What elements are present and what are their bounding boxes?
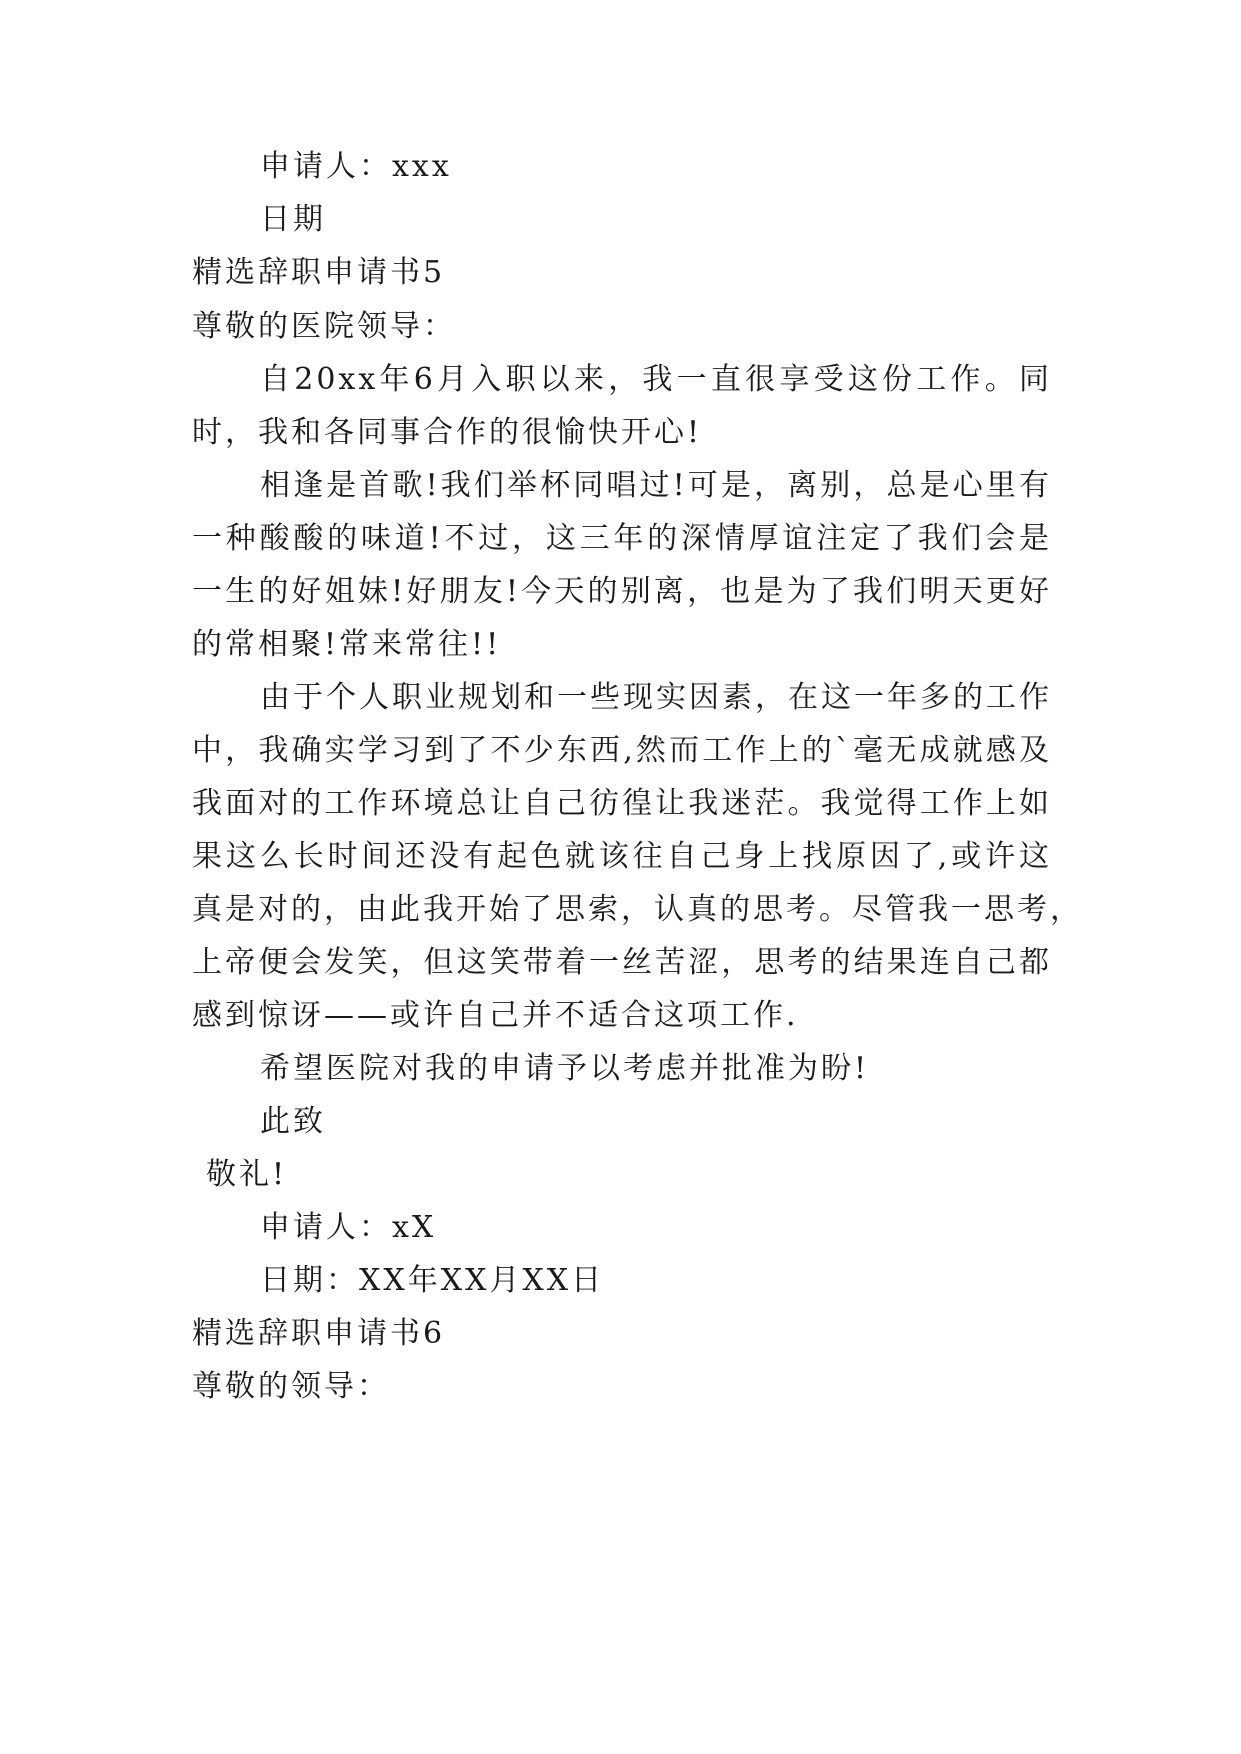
closing-line: 此致 — [260, 1104, 326, 1139]
paragraph-line: 一生的好姐妹!好朋友!今天的别离，也是为了我们明天更好 — [192, 574, 1052, 609]
section-title: 精选辞职申请书6 — [192, 1316, 446, 1351]
paragraph-line: 中，我确实学习到了不少东西,然而工作上的`毫无成就感及 — [192, 733, 1052, 768]
paragraph-line: 自20xx年6月入职以来，我一直很享受这份工作。同 — [260, 362, 1052, 397]
salutation: 尊敬的领导： — [192, 1369, 390, 1404]
paragraph-line: 果这么长时间还没有起色就该往自己身上找原因了,或许这 — [192, 839, 1052, 874]
paragraph-line: 我面对的工作环境总让自己彷徨让我迷茫。我觉得工作上如 — [192, 786, 1052, 821]
paragraph-line: 希望医院对我的申请予以考虑并批准为盼! — [260, 1051, 870, 1086]
date-line: 日期 — [260, 202, 326, 237]
applicant-line: 申请人：xxx — [260, 149, 452, 184]
section-title: 精选辞职申请书5 — [192, 255, 446, 290]
salutation: 尊敬的医院领导： — [192, 309, 456, 344]
closing-respect: 敬礼! — [206, 1157, 288, 1192]
paragraph-line: 一种酸酸的味道!不过，这三年的深情厚谊注定了我们会是 — [192, 521, 1052, 556]
date-line: 日期：XX年XX月XX日 — [260, 1263, 605, 1298]
paragraph-line: 上帝便会发笑，但这笑带着一丝苦涩，思考的结果连自己都 — [192, 945, 1052, 980]
paragraph-line: 由于个人职业规划和一些现实因素，在这一年多的工作 — [260, 680, 1052, 715]
paragraph-line: 相逢是首歌!我们举杯同唱过!可是，离别，总是心里有 — [260, 468, 1052, 503]
applicant-line: 申请人：xX — [260, 1210, 437, 1245]
paragraph-line: 感到惊讶——或许自己并不适合这项工作. — [192, 998, 799, 1033]
paragraph-line: 时，我和各同事合作的很愉快开心! — [192, 415, 703, 450]
paragraph-line: 的常相聚!常来常往!! — [192, 627, 502, 662]
paragraph-line: 真是对的，由此我开始了思索，认真的思考。尽管我一思考， — [192, 892, 1083, 927]
